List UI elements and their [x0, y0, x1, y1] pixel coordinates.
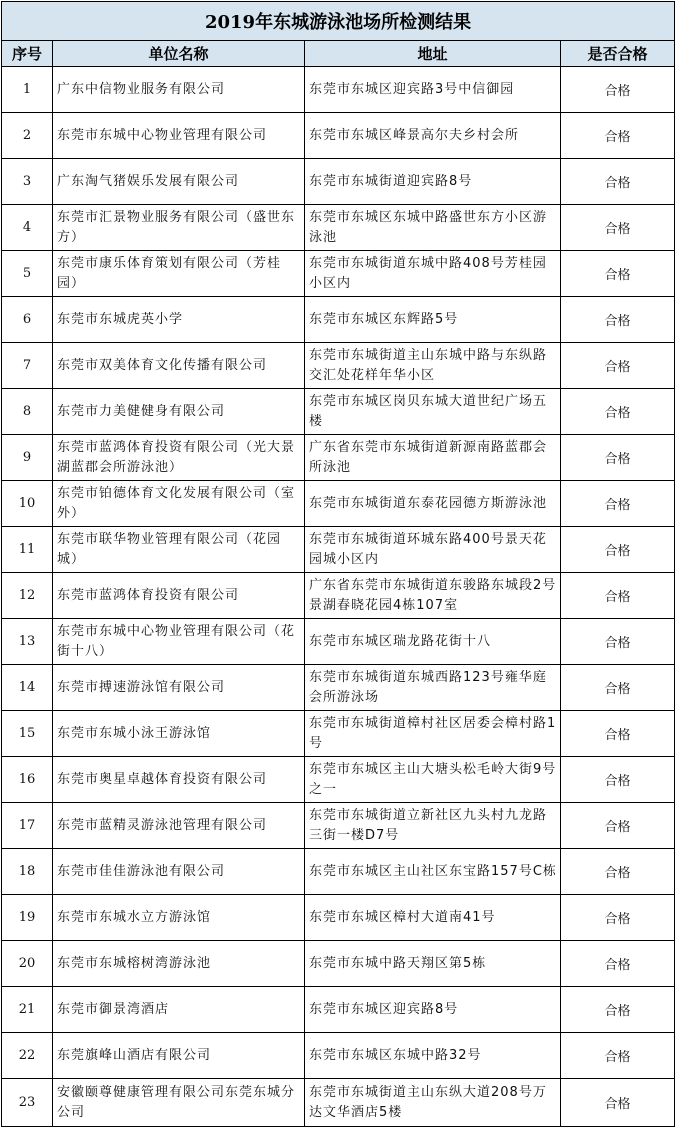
row-no: 20 [2, 941, 53, 987]
unit-name: 东莞市力美健健身有限公司 [53, 389, 305, 435]
result-badge: 合格 [561, 803, 675, 849]
results-table [1, 1, 675, 1127]
table-row [2, 1079, 675, 1127]
unit-name: 广东中信物业服务有限公司 [53, 67, 305, 113]
table-row [2, 251, 675, 297]
row-no: 15 [2, 711, 53, 757]
row-no: 4 [2, 205, 53, 251]
unit-name: 东莞市双美体育文化传播有限公司 [53, 343, 305, 389]
row-no: 14 [2, 665, 53, 711]
row-no: 5 [2, 251, 53, 297]
result-badge: 合格 [561, 527, 675, 573]
table-row [2, 941, 675, 987]
header-name: 单位名称 [53, 41, 305, 67]
table-row [2, 205, 675, 251]
row-no: 21 [2, 987, 53, 1033]
table-row [2, 895, 675, 941]
table-row [2, 665, 675, 711]
header-no: 序号 [2, 41, 53, 67]
row-no: 6 [2, 297, 53, 343]
unit-name: 东莞市搏速游泳馆有限公司 [53, 665, 305, 711]
table-row [2, 803, 675, 849]
result-badge: 合格 [561, 205, 675, 251]
unit-address: 广东省东莞市东城街道新源南路蓝郡会所泳池 [305, 435, 561, 481]
result-badge: 合格 [561, 1033, 675, 1079]
unit-address: 东莞市东城街道东泰花园德方斯游泳池 [305, 481, 561, 527]
result-badge: 合格 [561, 389, 675, 435]
row-no: 19 [2, 895, 53, 941]
unit-name: 东莞市蓝鸿体育投资有限公司（光大景湖蓝郡会所游泳池） [53, 435, 305, 481]
unit-address: 东莞市东城街道迎宾路8号 [305, 159, 561, 205]
result-badge: 合格 [561, 573, 675, 619]
row-no: 1 [2, 67, 53, 113]
table-row [2, 343, 675, 389]
unit-address: 东莞市东城区东辉路5号 [305, 297, 561, 343]
unit-address: 东莞市东城中路天翔区第5栋 [305, 941, 561, 987]
row-no: 9 [2, 435, 53, 481]
table-row [2, 573, 675, 619]
table-row [2, 159, 675, 205]
unit-name: 广东淘气猪娱乐发展有限公司 [53, 159, 305, 205]
unit-name: 东莞市蓝鸿体育投资有限公司 [53, 573, 305, 619]
unit-address: 东莞市东城区峰景高尔夫乡村会所 [305, 113, 561, 159]
unit-name: 东莞市东城中心物业管理有限公司 [53, 113, 305, 159]
row-no: 13 [2, 619, 53, 665]
table-row [2, 435, 675, 481]
row-no: 22 [2, 1033, 53, 1079]
result-badge: 合格 [561, 849, 675, 895]
unit-address: 东莞市东城街道环城东路400号景天花园城小区内 [305, 527, 561, 573]
table-row [2, 1033, 675, 1079]
result-badge: 合格 [561, 297, 675, 343]
title-row [2, 2, 675, 41]
table-row [2, 527, 675, 573]
table-title: 2019年东城游泳池场所检测结果 [2, 2, 675, 41]
header-address: 地址 [305, 41, 561, 67]
unit-name: 东莞市东城小泳王游泳馆 [53, 711, 305, 757]
result-badge: 合格 [561, 251, 675, 297]
unit-address: 东莞市东城街道主山东纵大道208号万达文华酒店5楼 [305, 1079, 561, 1127]
unit-address: 东莞市东城区主山大塘头松毛岭大街9号之一 [305, 757, 561, 803]
table-row [2, 481, 675, 527]
result-badge: 合格 [561, 665, 675, 711]
table-row [2, 113, 675, 159]
row-no: 17 [2, 803, 53, 849]
unit-name: 东莞旗峰山酒店有限公司 [53, 1033, 305, 1079]
unit-address: 东莞市东城街道主山东城中路与东纵路交汇处花样年华小区 [305, 343, 561, 389]
unit-address: 东莞市东城区迎宾路3号中信御园 [305, 67, 561, 113]
unit-address: 东莞市东城区东城中路盛世东方小区游泳池 [305, 205, 561, 251]
result-badge: 合格 [561, 67, 675, 113]
result-badge: 合格 [561, 481, 675, 527]
table-row [2, 297, 675, 343]
row-no: 10 [2, 481, 53, 527]
table-row [2, 711, 675, 757]
table-row [2, 619, 675, 665]
unit-name: 安徽颐尊健康管理有限公司东莞东城分公司 [53, 1079, 305, 1127]
unit-address: 东莞市东城区主山社区东宝路157号C栋 [305, 849, 561, 895]
unit-name: 东莞市东城水立方游泳馆 [53, 895, 305, 941]
header-row [2, 41, 675, 67]
unit-address: 东莞市东城街道樟村社区居委会樟村路1号 [305, 711, 561, 757]
row-no: 23 [2, 1079, 53, 1127]
unit-name: 东莞市奥星卓越体育投资有限公司 [53, 757, 305, 803]
row-no: 8 [2, 389, 53, 435]
result-badge: 合格 [561, 895, 675, 941]
unit-name: 东莞市铂德体育文化发展有限公司（室外） [53, 481, 305, 527]
result-badge: 合格 [561, 619, 675, 665]
table-row [2, 849, 675, 895]
result-badge: 合格 [561, 159, 675, 205]
result-badge: 合格 [561, 987, 675, 1033]
row-no: 18 [2, 849, 53, 895]
table-row [2, 67, 675, 113]
unit-name: 东莞市蓝精灵游泳池管理有限公司 [53, 803, 305, 849]
unit-address: 东莞市东城区迎宾路8号 [305, 987, 561, 1033]
unit-name: 东莞市康乐体育策划有限公司（芳桂园） [53, 251, 305, 297]
result-badge: 合格 [561, 113, 675, 159]
unit-name: 东莞市御景湾酒店 [53, 987, 305, 1033]
unit-name: 东莞市佳佳游泳池有限公司 [53, 849, 305, 895]
unit-name: 东莞市东城中心物业管理有限公司（花街十八） [53, 619, 305, 665]
result-badge: 合格 [561, 1079, 675, 1127]
unit-address: 东莞市东城区岗贝东城大道世纪广场五楼 [305, 389, 561, 435]
unit-address: 东莞市东城街道东城中路408号芳桂园小区内 [305, 251, 561, 297]
result-badge: 合格 [561, 343, 675, 389]
unit-address: 东莞市东城区瑞龙路花街十八 [305, 619, 561, 665]
result-badge: 合格 [561, 435, 675, 481]
row-no: 12 [2, 573, 53, 619]
unit-name: 东莞市东城虎英小学 [53, 297, 305, 343]
unit-address: 东莞市东城街道立新社区九头村九龙路三街一楼D7号 [305, 803, 561, 849]
result-badge: 合格 [561, 941, 675, 987]
unit-address: 东莞市东城区东城中路32号 [305, 1033, 561, 1079]
table-row [2, 389, 675, 435]
unit-address: 东莞市东城区樟村大道南41号 [305, 895, 561, 941]
results-sheet [1, 1, 674, 1127]
unit-name: 东莞市东城榕树湾游泳池 [53, 941, 305, 987]
unit-name: 东莞市联华物业管理有限公司（花园城） [53, 527, 305, 573]
row-no: 2 [2, 113, 53, 159]
row-no: 16 [2, 757, 53, 803]
unit-name: 东莞市汇景物业服务有限公司（盛世东方） [53, 205, 305, 251]
row-no: 11 [2, 527, 53, 573]
unit-address: 东莞市东城街道东城西路123号雍华庭会所游泳场 [305, 665, 561, 711]
unit-address: 广东省东莞市东城街道东骏路东城段2号景湖春晓花园4栋107室 [305, 573, 561, 619]
row-no: 7 [2, 343, 53, 389]
header-result: 是否合格 [561, 41, 675, 67]
row-no: 3 [2, 159, 53, 205]
table-row [2, 987, 675, 1033]
table-row [2, 757, 675, 803]
result-badge: 合格 [561, 711, 675, 757]
result-badge: 合格 [561, 757, 675, 803]
